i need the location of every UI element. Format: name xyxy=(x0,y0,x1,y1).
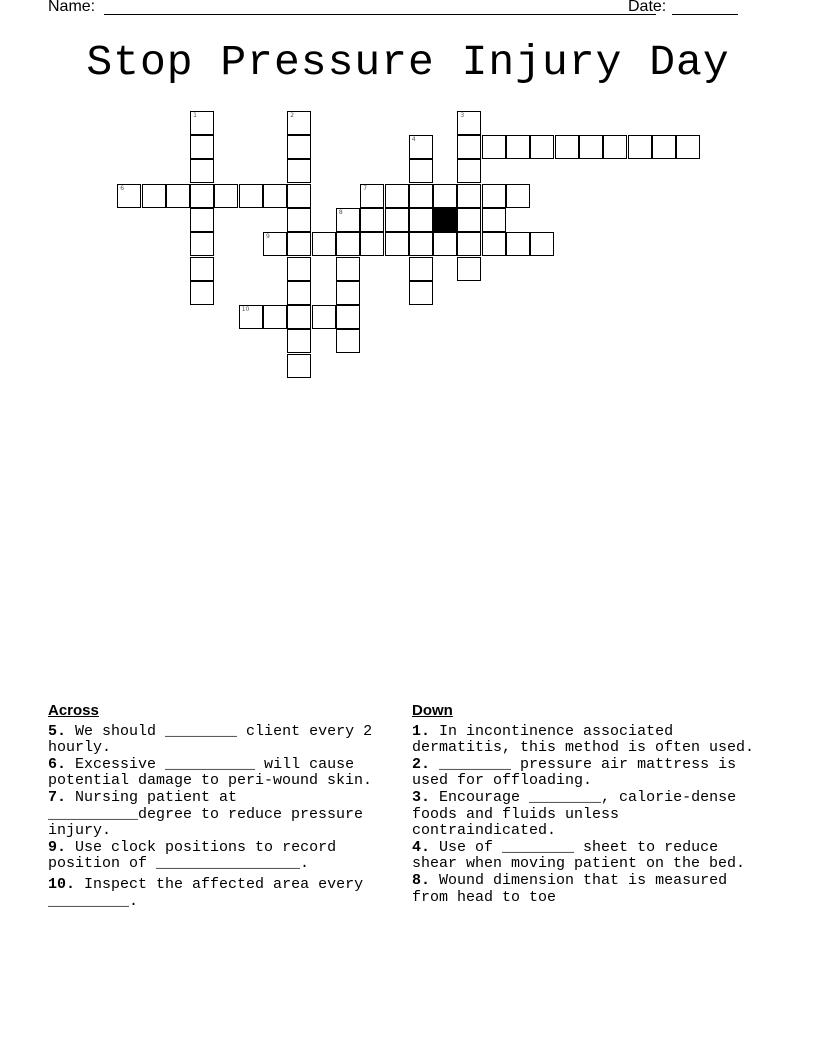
crossword-cell[interactable] xyxy=(482,135,506,159)
header-row xyxy=(48,0,740,18)
crossword-cell[interactable] xyxy=(530,232,554,256)
cell-number: 4 xyxy=(411,136,416,143)
crossword-cell[interactable] xyxy=(506,184,530,208)
clue-text: Use of ________ sheet to reduce shear when moving patient on the bed. xyxy=(412,838,746,873)
clue-text: Wound dimension that is measured from head to toe xyxy=(412,871,728,906)
across-clue xyxy=(48,724,388,757)
clue-text: In incontinence associated dermatitis, this method is often used. xyxy=(412,722,755,757)
crossword-cell[interactable] xyxy=(239,305,263,329)
crossword-block xyxy=(433,208,457,232)
crossword-cell[interactable] xyxy=(457,111,481,135)
crossword-cell[interactable] xyxy=(214,184,238,208)
crossword-cell[interactable] xyxy=(482,232,506,256)
name-label: Name: xyxy=(48,0,96,15)
crossword-cell[interactable] xyxy=(676,135,700,159)
crossword-cell[interactable] xyxy=(336,208,360,232)
crossword-cell[interactable] xyxy=(409,257,433,281)
crossword-cell[interactable] xyxy=(336,232,360,256)
crossword-cell[interactable] xyxy=(409,208,433,232)
clue-number: 8. xyxy=(412,871,431,889)
date-label: Date: xyxy=(628,0,667,15)
crossword-cell[interactable] xyxy=(409,159,433,183)
crossword-cell[interactable] xyxy=(457,159,481,183)
down-clue xyxy=(412,790,762,840)
clue-number: 9. xyxy=(48,838,67,856)
cell-number: 7 xyxy=(363,184,368,192)
cell-number: 9 xyxy=(266,233,270,241)
crossword-cell[interactable] xyxy=(287,354,311,378)
clue-number: 10. xyxy=(48,875,76,893)
crossword-cell[interactable] xyxy=(239,184,263,208)
crossword-cell[interactable] xyxy=(385,208,409,232)
cell-number: 8 xyxy=(338,208,343,216)
crossword-cell[interactable] xyxy=(530,135,554,159)
crossword-cell[interactable] xyxy=(190,111,214,135)
crossword-cell[interactable] xyxy=(287,305,311,329)
across-clue xyxy=(48,840,388,873)
clue-number: 5. xyxy=(48,722,67,740)
clue-number: 3. xyxy=(412,788,431,806)
crossword-cell[interactable] xyxy=(190,184,214,208)
crossword-cell[interactable] xyxy=(409,135,433,159)
crossword-cell[interactable] xyxy=(312,305,336,329)
clue-text: ________ pressure air mattress is used for offloading. xyxy=(412,755,737,790)
crossword-cell[interactable] xyxy=(287,135,311,159)
crossword-cell[interactable] xyxy=(482,208,506,232)
crossword-cell[interactable] xyxy=(433,232,457,256)
across-clue xyxy=(48,790,388,840)
crossword-cell[interactable] xyxy=(628,135,652,159)
down-clue xyxy=(412,873,762,906)
crossword-cell[interactable] xyxy=(336,329,360,353)
clue-number: 2. xyxy=(412,755,431,773)
clue-text: Inspect the affected area every _________. xyxy=(48,875,364,910)
crossword-cell[interactable] xyxy=(287,329,311,353)
crossword-cell[interactable] xyxy=(457,184,481,208)
crossword-cell[interactable] xyxy=(287,111,311,135)
crossword-cell[interactable] xyxy=(555,135,579,159)
clue-text: Use clock positions to record position of ________________. xyxy=(48,838,337,873)
crossword-cell[interactable] xyxy=(263,305,287,329)
clue-text: Encourage ________, calorie-dense foods and fluids unless contraindicated. xyxy=(412,788,737,840)
cell-number: 3 xyxy=(460,111,465,119)
crossword-cell[interactable] xyxy=(409,184,433,208)
down-clue xyxy=(412,840,762,873)
date-field[interactable] xyxy=(672,14,738,15)
crossword-cell[interactable] xyxy=(457,208,481,232)
crossword-cell[interactable] xyxy=(287,232,311,256)
crossword-cell[interactable] xyxy=(190,208,214,232)
crossword-cell[interactable] xyxy=(482,184,506,208)
clue-text: We should ________ client every 2 hourly. xyxy=(48,722,373,757)
cell-number: 1 xyxy=(193,111,197,119)
crossword-cell[interactable] xyxy=(312,232,336,256)
cell-number: 10 xyxy=(241,306,250,314)
crossword-cell[interactable] xyxy=(287,208,311,232)
crossword-cell[interactable] xyxy=(142,184,166,208)
puzzle-title: Stop Pressure Injury Day xyxy=(86,38,730,87)
crossword-cell[interactable] xyxy=(506,232,530,256)
cell-number: 6 xyxy=(120,184,125,192)
crossword-cell[interactable] xyxy=(190,159,214,183)
crossword-cell[interactable] xyxy=(336,281,360,305)
clue-text: Excessive __________ will cause potential damage to peri-wound skin. xyxy=(48,755,373,790)
crossword-cell[interactable] xyxy=(457,257,481,281)
crossword-cell[interactable] xyxy=(360,184,384,208)
crossword-cell[interactable] xyxy=(360,208,384,232)
crossword-cell[interactable] xyxy=(287,184,311,208)
crossword-cell[interactable] xyxy=(336,305,360,329)
crossword-cell[interactable] xyxy=(385,232,409,256)
crossword-cell[interactable] xyxy=(652,135,676,159)
crossword-cell[interactable] xyxy=(457,135,481,159)
across-clue xyxy=(48,877,388,910)
name-field[interactable] xyxy=(104,14,656,15)
crossword-cell[interactable] xyxy=(360,232,384,256)
crossword-cell[interactable] xyxy=(409,281,433,305)
down-clues xyxy=(412,703,762,906)
across-clues xyxy=(48,703,388,910)
crossword-cell[interactable] xyxy=(287,159,311,183)
cell-number: 2 xyxy=(290,111,295,119)
crossword-cell[interactable] xyxy=(117,184,141,208)
crossword-cell[interactable] xyxy=(409,232,433,256)
crossword-cell[interactable] xyxy=(190,257,214,281)
crossword-cell[interactable] xyxy=(287,257,311,281)
crossword-cell[interactable] xyxy=(190,232,214,256)
crossword-cell[interactable] xyxy=(190,281,214,305)
crossword-cell[interactable] xyxy=(433,184,457,208)
down-clue xyxy=(412,724,762,757)
clue-text: Nursing patient at __________degree to reduce pressure injury. xyxy=(48,788,364,840)
crossword-cell[interactable] xyxy=(263,232,287,256)
crossword-cell[interactable] xyxy=(385,184,409,208)
across-clue xyxy=(48,757,388,790)
crossword-cell[interactable] xyxy=(336,257,360,281)
down-clue xyxy=(412,757,762,790)
clue-number: 4. xyxy=(412,838,431,856)
down-heading: Down xyxy=(412,702,453,719)
crossword-cell[interactable] xyxy=(263,184,287,208)
crossword-cell[interactable] xyxy=(579,135,603,159)
crossword-cell[interactable] xyxy=(603,135,627,159)
clue-number: 1. xyxy=(412,722,431,740)
clue-number: 6. xyxy=(48,755,67,773)
crossword-cell[interactable] xyxy=(287,281,311,305)
across-heading: Across xyxy=(48,702,99,719)
crossword-cell[interactable] xyxy=(190,135,214,159)
crossword-cell[interactable] xyxy=(166,184,190,208)
crossword-cell[interactable] xyxy=(457,232,481,256)
clue-number: 7. xyxy=(48,788,67,806)
crossword-cell[interactable] xyxy=(506,135,530,159)
